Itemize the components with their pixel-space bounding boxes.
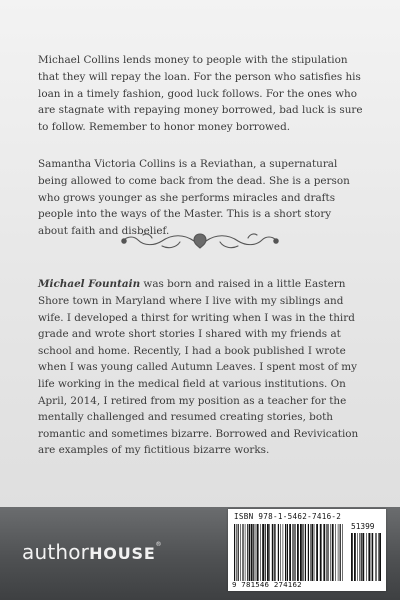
price-code: 51399 (351, 522, 375, 531)
publisher-logo (22, 540, 162, 564)
blurb-paragraph-2: Samantha Victoria Collins is a Reviathan, a supernatural being allowed to come back from the dead. She is a person who grows younger as she performs miracles and drafts people into the ways of the Master. This is a short story about faith and disbelief. (38, 158, 350, 237)
isbn-label: ISBN 978-1-5462-7416-2 (234, 512, 342, 521)
isbn-barcode (228, 509, 386, 591)
barcode-bars (234, 524, 344, 581)
ornamental-divider-icon (116, 230, 284, 252)
author-bio (38, 276, 363, 459)
publisher-logo-suffix: HOUSE (89, 544, 156, 563)
blurb-paragraph-1: Michael Collins lends money to people with the stipulation that they will repay the loan. For the person who satisfies his loan in a timely fashion, good luck follows. For the ones who are stagnate with repaying money borrowed, bad luck is sure to follow. Remember to honor money borrowed. (38, 54, 363, 133)
author-name: Michael Fountain (38, 278, 141, 291)
author-bio-text: was born and raised in a little Eastern Shore town in Maryland where I live with my siblings and wife. I developed a thirst for writing when I was in the third grade and wrote short stories I shared with my friends at school and home. Recently, I had a book published I wrote when I was young called Autumn Leaves. I spent most of my life working in the medical field at various institutions. On April, 2014, I retired from my position as a teacher for the mentally challenged and resumed creating stories, both romantic and sometimes bizarre. Borrowed and Revivication are examples of my fictitious bizarre works. (38, 278, 359, 457)
registered-mark: ® (155, 541, 162, 548)
isbn-digits: 9 781546 274162 (232, 580, 302, 589)
publisher-logo-prefix: author (22, 540, 90, 564)
barcode-addon-bars (351, 533, 381, 581)
